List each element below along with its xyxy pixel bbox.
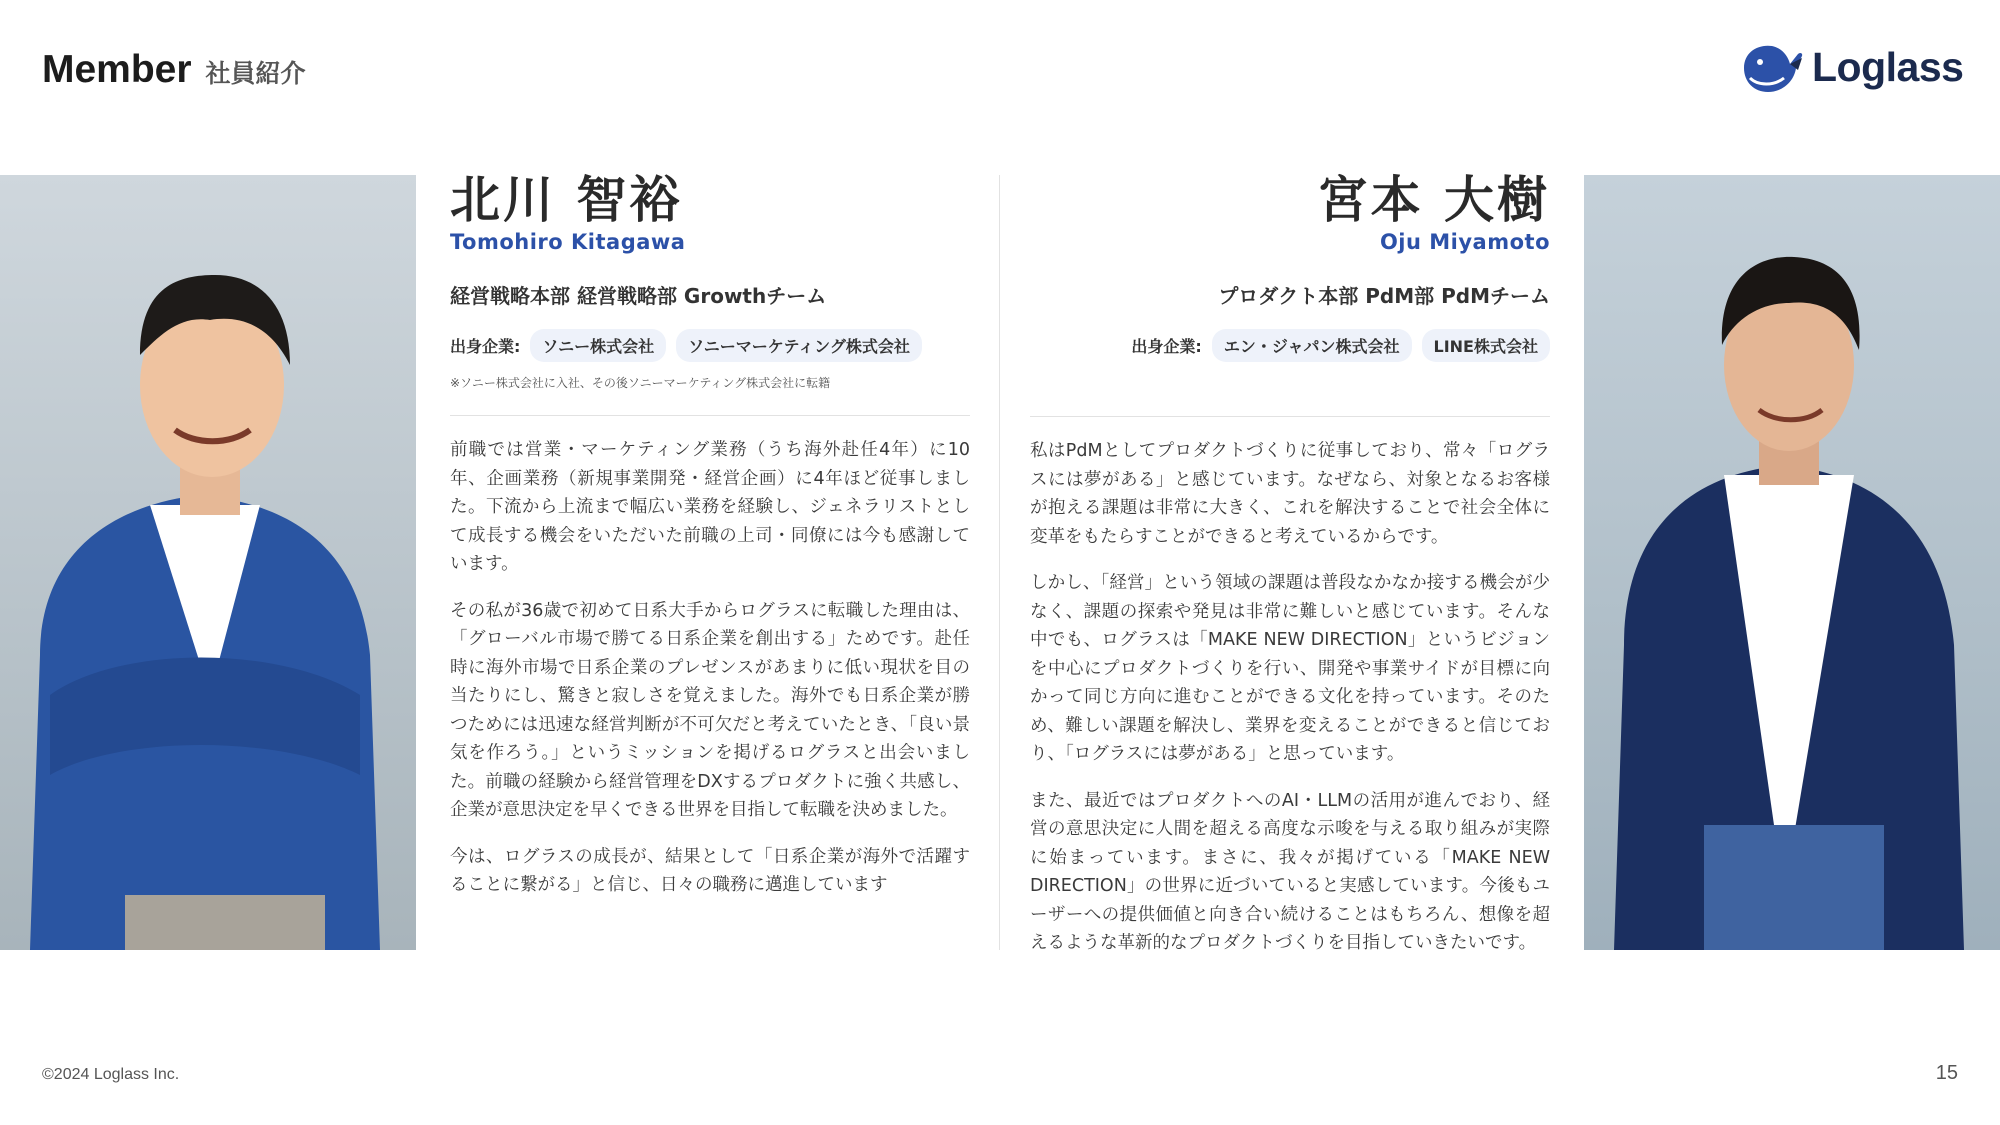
story-paragraph: 今は、ログラスの成長が、結果として「日系企業が海外で活躍することに繋がる」と信じ、日々の職務に邁進しています bbox=[450, 846, 970, 895]
member-profile-miyamoto bbox=[1030, 172, 1550, 976]
origin-label: 出身企業: bbox=[1131, 337, 1202, 356]
story-paragraph: 前職では営業・マーケティング業務（うち海外赴任4年）に10年、企画業務（新規事業開発・経営企画）に4年ほど従事しました。下流から上流まで幅広い業務を経験し、ジェネラリストとして成長する機会をいただいた前職の上司・同僚には今も感謝しています。 bbox=[450, 440, 970, 574]
origin-companies bbox=[450, 329, 970, 362]
column-divider bbox=[999, 175, 1000, 950]
separator bbox=[450, 415, 970, 416]
company-chip: LINE株式会社 bbox=[1422, 329, 1550, 362]
separator bbox=[1030, 416, 1550, 417]
story-paragraph: しかし、「経営」という領域の課題は普段なかなか接する機会が少なく、課題の探索や発見は非常に難しいと感じています。そんな中でも、ログラスは「MAKE NEW DIRECTION」というビジョンを中心にプロダクトづくりを行い、開発や事業サイドが目標に向かって同じ方向に進むことができる文化を持っています。そのため、難しい課題を解決し、業界を変えることができると信じており、「ログラスには夢がある」と思っています。 bbox=[1030, 573, 1550, 764]
origin-label: 出身企業: bbox=[450, 337, 521, 356]
member-department: 経営戦略本部 経営戦略部 Growthチーム bbox=[450, 284, 827, 308]
member-story bbox=[1030, 437, 1550, 958]
member-department: プロダクト本部 PdM部 PdMチーム bbox=[1218, 284, 1550, 308]
member-photo-miyamoto bbox=[1584, 175, 2000, 950]
page-title-ja: 社員紹介 bbox=[205, 59, 306, 88]
career-note: ※ソニー株式会社に入社、その後ソニーマーケティング株式会社に転籍 bbox=[450, 376, 831, 390]
member-name-ja: 宮本 大樹 bbox=[1317, 171, 1550, 229]
member-name-ja: 北川 智裕 bbox=[450, 171, 683, 229]
copyright: ©2024 Loglass Inc. bbox=[42, 1066, 180, 1083]
loglass-logo bbox=[1740, 38, 1963, 96]
page-number: 15 bbox=[1935, 1062, 1958, 1084]
page-title-en: Member bbox=[42, 48, 192, 91]
member-story bbox=[450, 436, 970, 900]
member-name-en: Tomohiro Kitagawa bbox=[450, 230, 686, 254]
company-chip: エン・ジャパン株式会社 bbox=[1212, 329, 1412, 362]
member-name-en: Oju Miyamoto bbox=[1379, 230, 1550, 254]
company-chip: ソニー株式会社 bbox=[530, 329, 666, 362]
whale-logo-icon bbox=[1740, 38, 1806, 96]
logo-text: Loglass bbox=[1812, 43, 1964, 90]
story-paragraph: その私が36歳で初めて日系大手からログラスに転職した理由は、「グローバル市場で勝てる日系企業を創出する」ためです。赴任時に海外市場で日系企業のプレゼンスがあまりに低い現状を目の当たりにし、驚きと寂しさを覚えました。海外でも日系企業が勝つためには迅速な経営判断が不可欠だと考えていたとき、「良い景気を作ろう。」というミッションを掲げるログラスと出会いました。前職の経験から経営管理をDXするプロダクトに強く共感し、企業が意思決定を早くできる世界を目指して転職を決めました。 bbox=[450, 600, 970, 820]
story-paragraph: 私はPdMとしてプロダクトづくりに従事しており、常々「ログラスには夢がある」と感じています。なぜなら、対象となるお客様が抱える課題は非常に大きく、これを解決することで社会全体に変革をもたらすことができると考えているからです。 bbox=[1030, 441, 1550, 547]
company-chip: ソニーマーケティング株式会社 bbox=[676, 329, 922, 362]
story-paragraph: また、最近ではプロダクトへのAI・LLMの活用が進んでおり、経営の意思決定に人間を超える高度な示唆を与える取り組みが実際に始まっています。まさに、我々が掲げている「MAKE NEW DIRECTION」の世界に近づいていると実感しています。今後もユーザーへの提供価値と向き合い続けることはもちろん、想像を超えるような革新的なプロダクトづくりを目指していきたいです。 bbox=[1030, 790, 1550, 953]
member-photo-kitagawa bbox=[0, 175, 416, 950]
origin-companies bbox=[1030, 329, 1550, 362]
page-title bbox=[42, 48, 306, 92]
member-profile-kitagawa bbox=[450, 172, 970, 918]
